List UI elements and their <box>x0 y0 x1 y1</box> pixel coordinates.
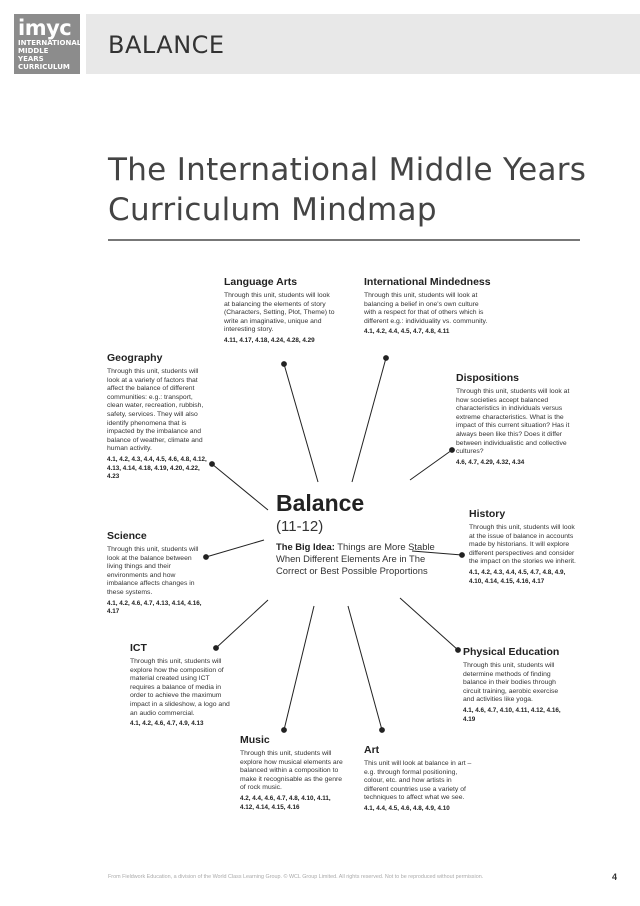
node-ict <box>130 642 230 729</box>
connector-art <box>348 606 382 730</box>
connector-ict <box>216 600 268 648</box>
page-title-line-2: Curriculum Mindmap <box>108 192 437 228</box>
node-text: Through this unit, students will explore how musical elements are balanced within a composition to make it recognisable as the genre of rock music. <box>240 750 343 792</box>
center-subtitle: (11-12) <box>276 518 324 535</box>
node-title: International Mindedness <box>364 276 491 288</box>
node-science <box>107 530 205 617</box>
node-codes: 4.1, 4.2, 4.3, 4.4, 4.5, 4.6, 4.8, 4.12, 4.13, 4.14, 4.18, 4.19, 4.20, 4.22, 4.23 <box>107 455 207 481</box>
connector-international-mindedness <box>352 358 386 482</box>
node-text: This unit will look at balance in art – e.g. through formal positioning, colour, etc. and how artists in different countries use a variety of techniques to affect what we see. <box>364 760 472 802</box>
mindmap-center <box>276 490 436 577</box>
connector-geography <box>212 464 268 510</box>
connector-dot-art <box>380 728 385 733</box>
footer-copyright: From Fieldwork Education, a division of the World Class Learning Group. © WCL Group Limited. All rights reserved. Not to be reproduced without permission. <box>108 874 484 880</box>
node-title: Dispositions <box>456 372 520 384</box>
node-codes: 4.1, 4.2, 4.4, 4.5, 4.7, 4.8, 4.11 <box>364 328 450 336</box>
node-title: Geography <box>107 352 163 364</box>
node-codes: 4.1, 4.6, 4.7, 4.10, 4.11, 4.12, 4.16, 4.19 <box>463 706 561 723</box>
node-international-mindedness <box>364 276 492 337</box>
node-title: History <box>469 508 506 520</box>
logo-line-1: INTERNATIONAL <box>18 39 82 47</box>
node-text: Through this unit, students will look at balancing a belief in one's own culture with a respect for that of others which is different e.g.: individuality vs. community. <box>364 292 488 325</box>
node-title: Language Arts <box>224 276 298 288</box>
node-title: ICT <box>130 642 147 654</box>
node-physical-education <box>463 646 569 724</box>
big-idea-label: The Big Idea: <box>276 541 335 552</box>
logo-word: imyc <box>18 16 72 40</box>
node-codes: 4.1, 4.2, 4.3, 4.4, 4.5, 4.7, 4.8, 4.9, 4.10, 4.14, 4.15, 4.16, 4.17 <box>469 568 566 585</box>
node-language-arts <box>224 276 336 346</box>
node-title: Music <box>240 734 270 746</box>
node-codes: 4.2, 4.4, 4.6, 4.7, 4.8, 4.10, 4.11, 4.12, 4.14, 4.15, 4.16 <box>240 794 331 811</box>
connector-science <box>206 540 264 557</box>
connector-dispositions <box>410 450 452 480</box>
node-title: Physical Education <box>463 646 560 658</box>
big-idea <box>276 541 436 577</box>
node-text: Through this unit, students will look at a variety of factors that affect the balance of different communities: e.g.: transport, clean water, recreation, rubbish, safety, services. They will also identify phenomena that is impacted by the imbalance and balance of weather, climate and human activity. <box>107 368 204 453</box>
node-text: Through this unit, students will look at the issue of balance in accounts made by historians. It will explore different perspectives and consider the impact on the stories we inherit. <box>469 524 576 566</box>
node-codes: 4.1, 4.2, 4.6, 4.7, 4.9, 4.13 <box>130 720 204 728</box>
connector-dot-dispositions <box>450 448 455 453</box>
node-codes: 4.6, 4.7, 4.29, 4.32, 4.34 <box>456 458 525 466</box>
logo-line-2: MIDDLE YEARS <box>18 47 49 63</box>
page-number: 4 <box>612 872 618 882</box>
node-text: Through this unit, students will look at the balance between living things and their environments and how imbalance affects changes in these systems. <box>107 546 199 596</box>
node-codes: 4.11, 4.17, 4.18, 4.24, 4.28, 4.29 <box>224 336 315 344</box>
logo-line-3: CURRICULUM <box>18 63 70 71</box>
node-codes: 4.1, 4.4, 4.5, 4.6, 4.8, 4.9, 4.10 <box>364 804 450 812</box>
connector-physical-education <box>400 598 458 650</box>
node-text: Through this unit, students will determine methods of finding balance in their bodies through circuit training, aerobic exercise and activities like yoga. <box>463 662 559 704</box>
connector-language-arts <box>284 364 318 482</box>
page-title-line-1: The International Middle Years <box>108 152 587 188</box>
connector-dot-music <box>282 728 287 733</box>
connector-music <box>284 606 314 730</box>
section-title: BALANCE <box>108 31 225 59</box>
connector-dot-physical-education <box>456 648 461 653</box>
node-dispositions <box>456 372 578 467</box>
node-codes: 4.1, 4.2, 4.6, 4.7, 4.13, 4.14, 4.16, 4.17 <box>107 599 202 616</box>
center-title: Balance <box>276 490 365 516</box>
node-text: Through this unit, students will explore how the composition of material created using ICT requires a balance of media in order to achieve the maximum impact in a slideshow, a logo and an audio commercial. <box>130 658 230 717</box>
node-title: Art <box>364 744 380 756</box>
node-text: Through this unit, students will look at how societies accept balanced characteristics in individuals versus extreme characteristics. What is the impact of this current situation? Has it always been like this? Does it differ between individualistic and collective cultures? <box>456 388 570 456</box>
node-history <box>469 508 579 586</box>
connector-dot-language-arts <box>282 362 287 367</box>
node-music <box>240 734 344 812</box>
node-text: Through this unit, students will look at balancing the elements of story (Characters, Setting, Plot, Theme) to write an imaginative, unique and interesting story. <box>224 292 335 334</box>
connector-dot-geography <box>210 462 215 467</box>
node-geography <box>107 352 207 482</box>
big-idea-text: Things are More Stable When Different Elements Are in The Correct or Best Possible Proportions <box>276 541 435 576</box>
connector-dot-history <box>460 553 465 558</box>
connector-dot-international-mindedness <box>384 356 389 361</box>
node-art <box>364 744 476 814</box>
node-title: Science <box>107 530 147 542</box>
